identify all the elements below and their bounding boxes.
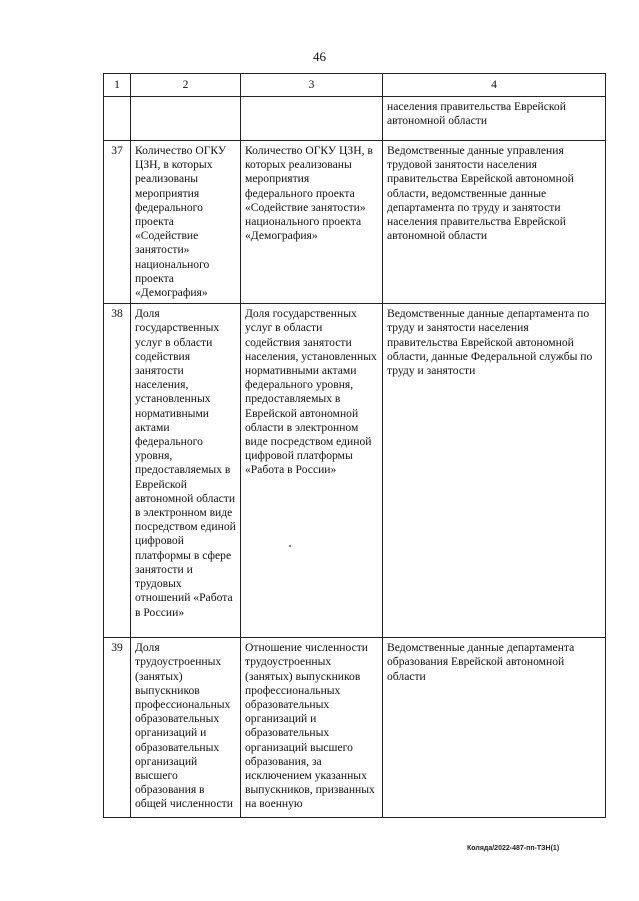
- row-number: 38: [104, 304, 131, 638]
- source-text: Ведомственные данные департамента образования Еврейской автономной области: [387, 641, 575, 683]
- scan-speck: [289, 545, 291, 547]
- table-header-row: [104, 74, 606, 97]
- indicator-text: Доля трудоустроенных (занятых) выпускников профессиональных образовательных организаций и образовательных организаций высшего образования в общей численности: [135, 641, 233, 811]
- method-cell: [241, 141, 383, 304]
- method-text: Отношение численности трудоустроенных (занятых) выпускников профессиональных образовательных организаций и образовательных организаций высшего образования, за исключением указанных выпускников, призванных на военную: [245, 641, 375, 811]
- continuation-source-text: населения правительства Еврейской автономной области: [387, 100, 566, 128]
- method-cell: [241, 638, 383, 818]
- indicator-cell: [131, 141, 241, 304]
- source-text: Ведомственные данные департамента по труду и занятости населения правительства Еврейской автономной области, данные Федеральной службы по труду и занятости: [387, 307, 593, 378]
- method-cell: [241, 304, 383, 638]
- table-row: [104, 304, 606, 638]
- source-cell: [383, 141, 606, 304]
- indicator-text: Количество ОГКУ ЦЗН, в которых реализованы мероприятия федерального проекта «Содействие занятости» национального проекта «Демография»: [135, 144, 227, 300]
- indicator-text: Доля государственных услуг в области содействия занятости населения, установленных нормативными актами федерального уровня, предоставляемых в Еврейской автономной области в электронном виде посредством единой цифровой платформы в сфере занятости и трудовых отношений «Работа в России»: [135, 307, 236, 619]
- table-cell: [104, 97, 131, 141]
- row-number: 39: [104, 638, 131, 818]
- table-cell: [383, 97, 606, 141]
- header-cell-4: 4: [383, 74, 606, 97]
- row-number: 37: [104, 141, 131, 304]
- indicator-cell: [131, 304, 241, 638]
- method-text: Количество ОГКУ ЦЗН, в которых реализованы мероприятия федерального проекта «Содействие занятости» национального проекта «Демография»: [245, 144, 373, 243]
- method-text: Доля государственных услуг в области содействия занятости населения, установленных нормативными актами федерального уровня, предоставляемых в Еврейской автономной области в электронном виде посредством единой цифровой платформы «Работа в России»: [245, 307, 377, 477]
- table-cell: [131, 97, 241, 141]
- source-text: Ведомственные данные управления трудовой занятости населения правительства Еврейской автономной области, ведомственные данные департамента по труду и занятости населения правительства Еврейской автономной области: [387, 144, 574, 243]
- continuation-row: [104, 97, 606, 141]
- source-cell: [383, 638, 606, 818]
- document-code: Коляда/2022-487-пп-ТЗН(1): [467, 845, 560, 852]
- header-cell-2: 2: [131, 74, 241, 97]
- table-cell: [241, 97, 383, 141]
- indicator-cell: [131, 638, 241, 818]
- source-cell: [383, 304, 606, 638]
- table-row: [104, 141, 606, 304]
- page-number: 46: [313, 49, 326, 64]
- indicator-table: [103, 73, 606, 818]
- header-cell-1: 1: [104, 74, 131, 97]
- header-cell-3: 3: [241, 74, 383, 97]
- table-row: [104, 638, 606, 818]
